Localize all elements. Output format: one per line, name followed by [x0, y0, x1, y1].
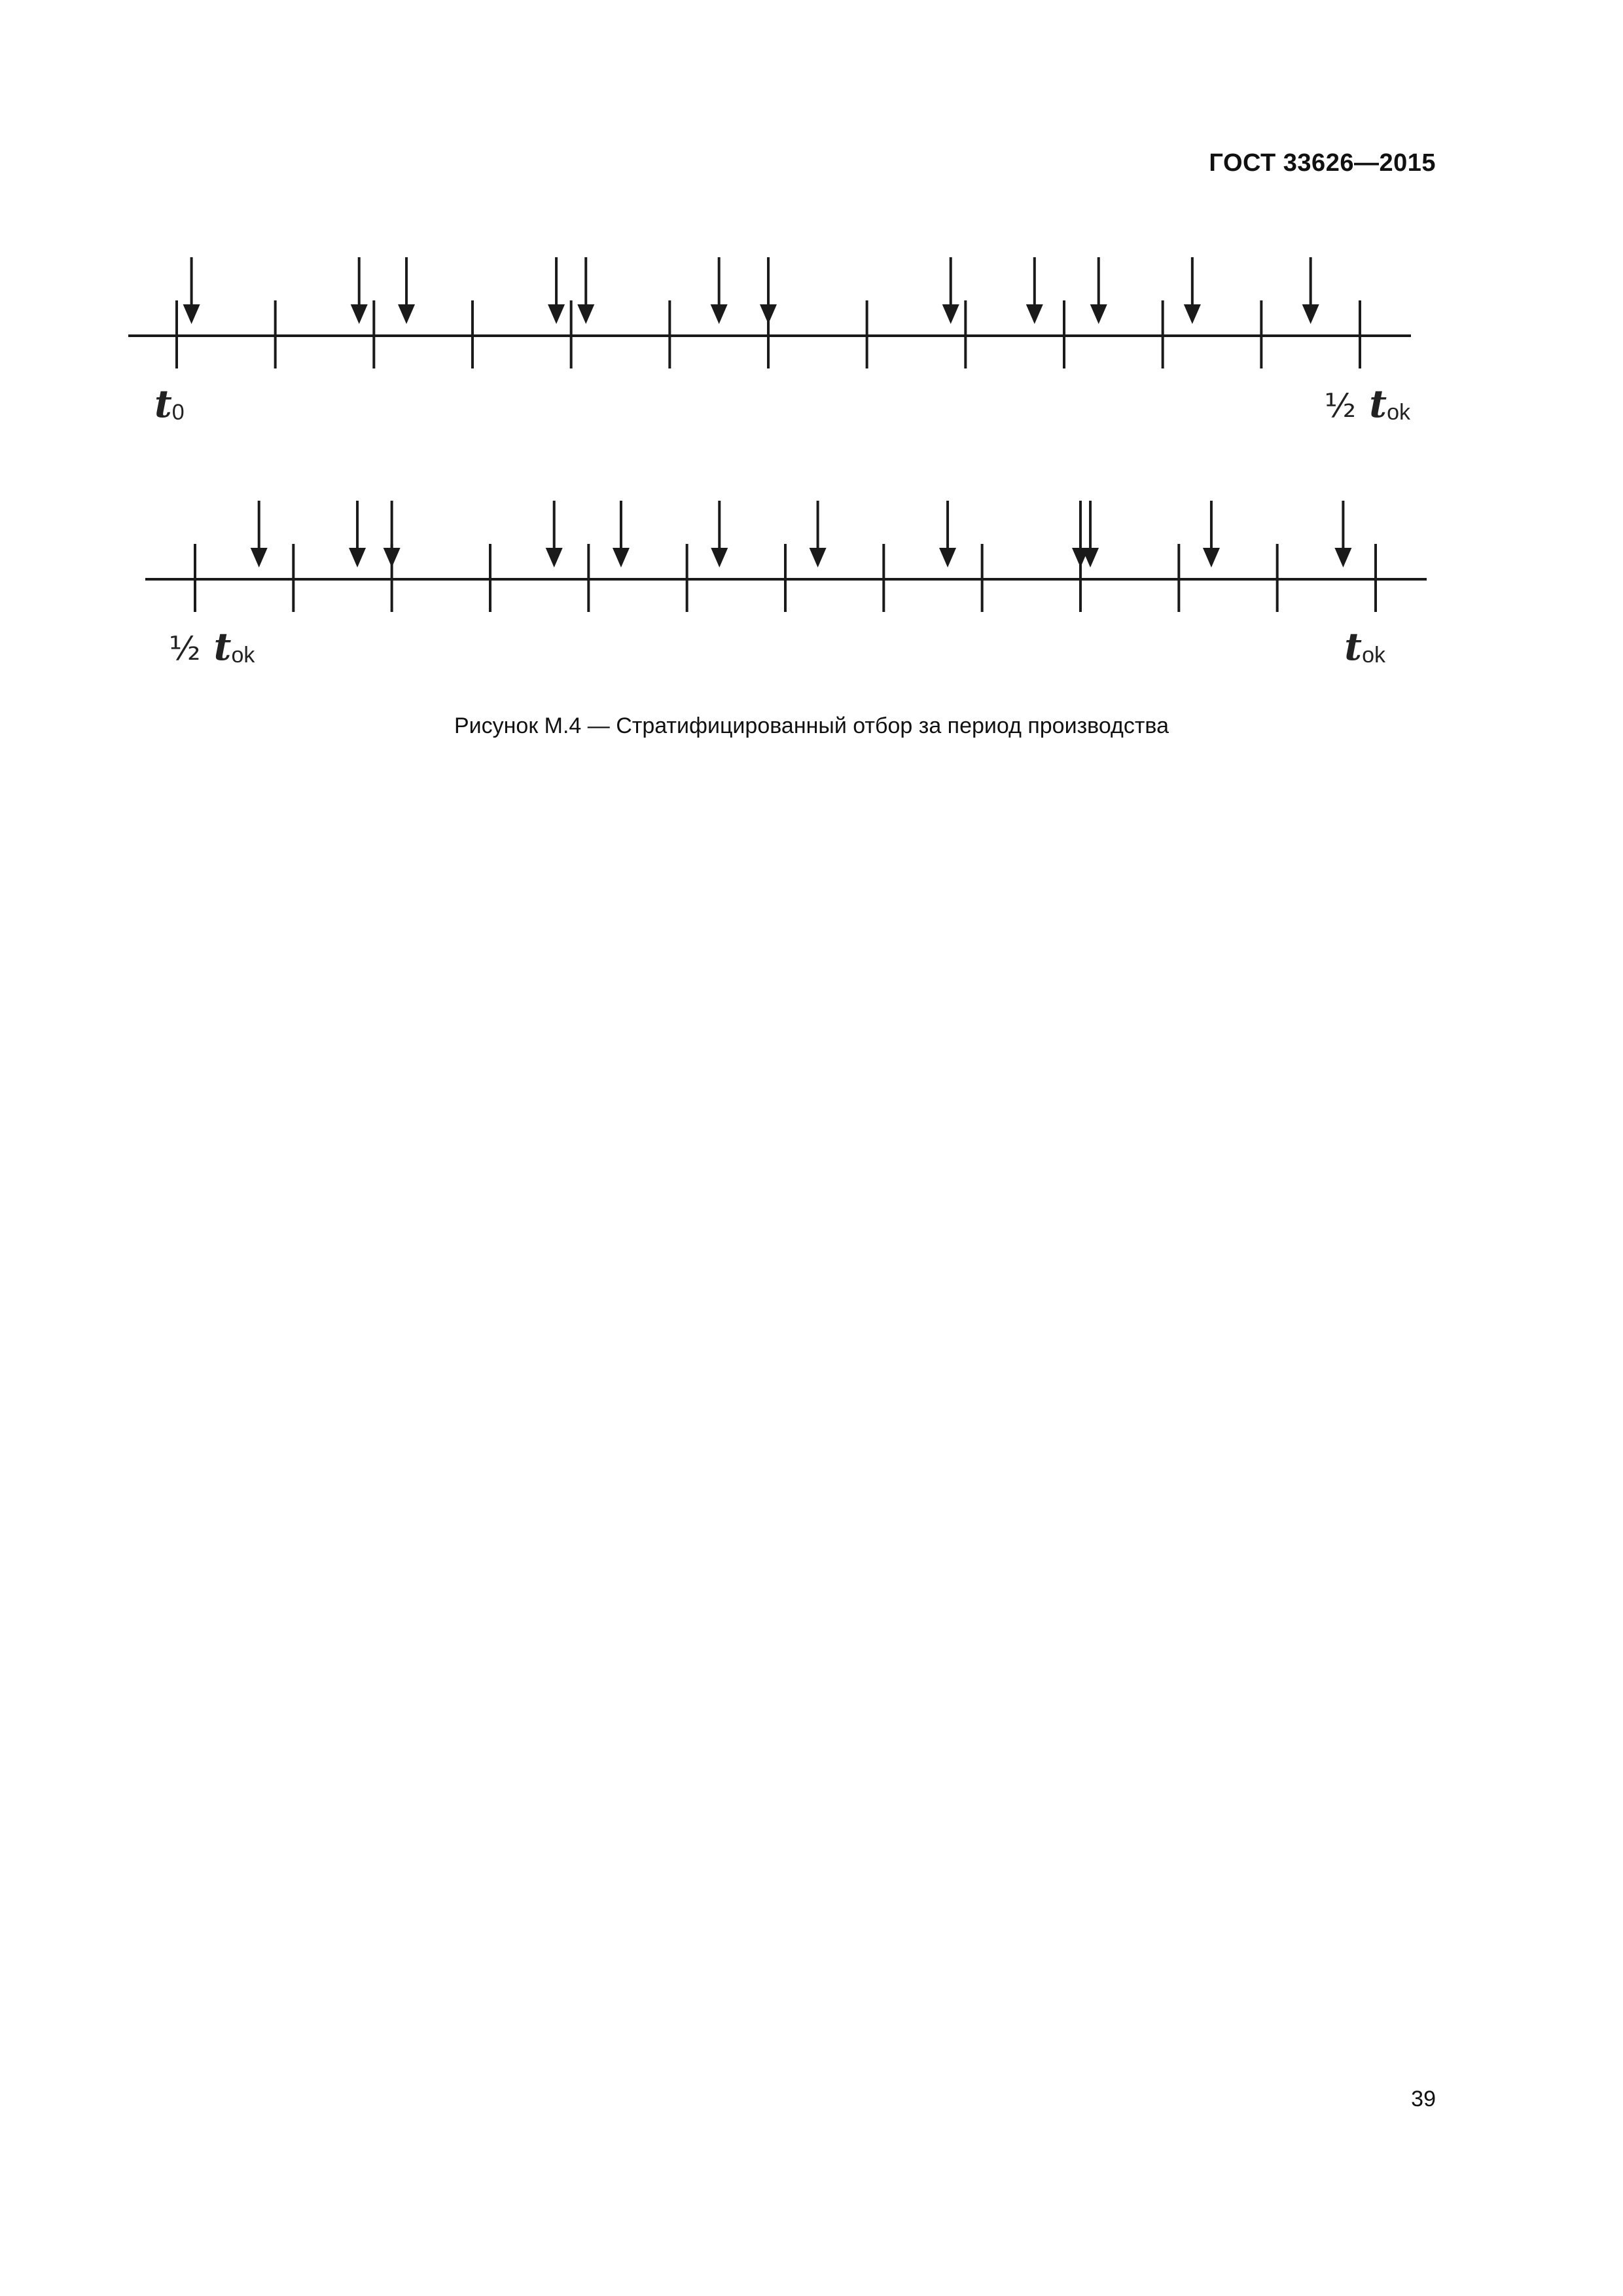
- figure-caption: Рисунок М.4 — Стратифицированный отбор за период производства: [454, 713, 1169, 738]
- timeline-1-start-label-symbol: t: [154, 382, 172, 426]
- timeline-2-start-label-fraction: ½: [169, 630, 201, 668]
- timeline-2: [145, 501, 1427, 612]
- sampling-timeline-figure: [0, 0, 1623, 707]
- timeline-1-end-label: [1325, 382, 1411, 426]
- sample-arrow-head: [760, 304, 777, 324]
- sample-arrow-head: [711, 304, 728, 324]
- sample-arrow-head: [1090, 304, 1107, 324]
- timeline-2-start-label-symbol: t: [213, 624, 232, 669]
- sample-arrow-head: [349, 548, 366, 567]
- timeline-2-end-label-subscript: ok: [1362, 643, 1385, 668]
- sample-arrow-head: [711, 548, 728, 567]
- sample-arrow-head: [1203, 548, 1220, 567]
- sample-arrow-head: [613, 548, 630, 567]
- timeline-1-start-label-subscript: 0: [171, 400, 185, 425]
- sample-arrow-head: [810, 548, 827, 567]
- timeline-2-start-label-subscript: ok: [231, 643, 255, 668]
- sample-arrow-head: [546, 548, 563, 567]
- sample-arrow-head: [398, 304, 415, 324]
- sample-arrow-head: [548, 304, 565, 324]
- sample-arrow-head: [251, 548, 268, 567]
- timeline-2-start-label: [169, 624, 255, 669]
- sample-arrow-head: [942, 304, 959, 324]
- sample-arrow-head: [1302, 304, 1319, 324]
- timeline-2-end-label-symbol: t: [1344, 624, 1363, 669]
- sample-arrow-head: [1334, 548, 1351, 567]
- sample-arrow-head: [939, 548, 956, 567]
- sample-arrow-head: [577, 304, 594, 324]
- timeline-1-end-label-subscript: ok: [1387, 400, 1410, 425]
- sample-arrow-head: [1026, 304, 1043, 324]
- timeline-2-end-label: [1344, 624, 1386, 669]
- sample-arrow-head: [383, 548, 401, 567]
- sample-arrow-head: [1184, 304, 1201, 324]
- sample-arrow-head: [183, 304, 200, 324]
- timeline-1-end-label-fraction: ½: [1324, 387, 1357, 425]
- document-code: ГОСТ 33626—2015: [1209, 149, 1436, 177]
- timeline-1-start-label: [154, 382, 185, 426]
- page-number: 39: [1411, 2087, 1436, 2111]
- sample-arrow-head: [351, 304, 368, 324]
- timeline-1: [128, 257, 1411, 368]
- timeline-1-end-label-symbol: t: [1369, 382, 1387, 426]
